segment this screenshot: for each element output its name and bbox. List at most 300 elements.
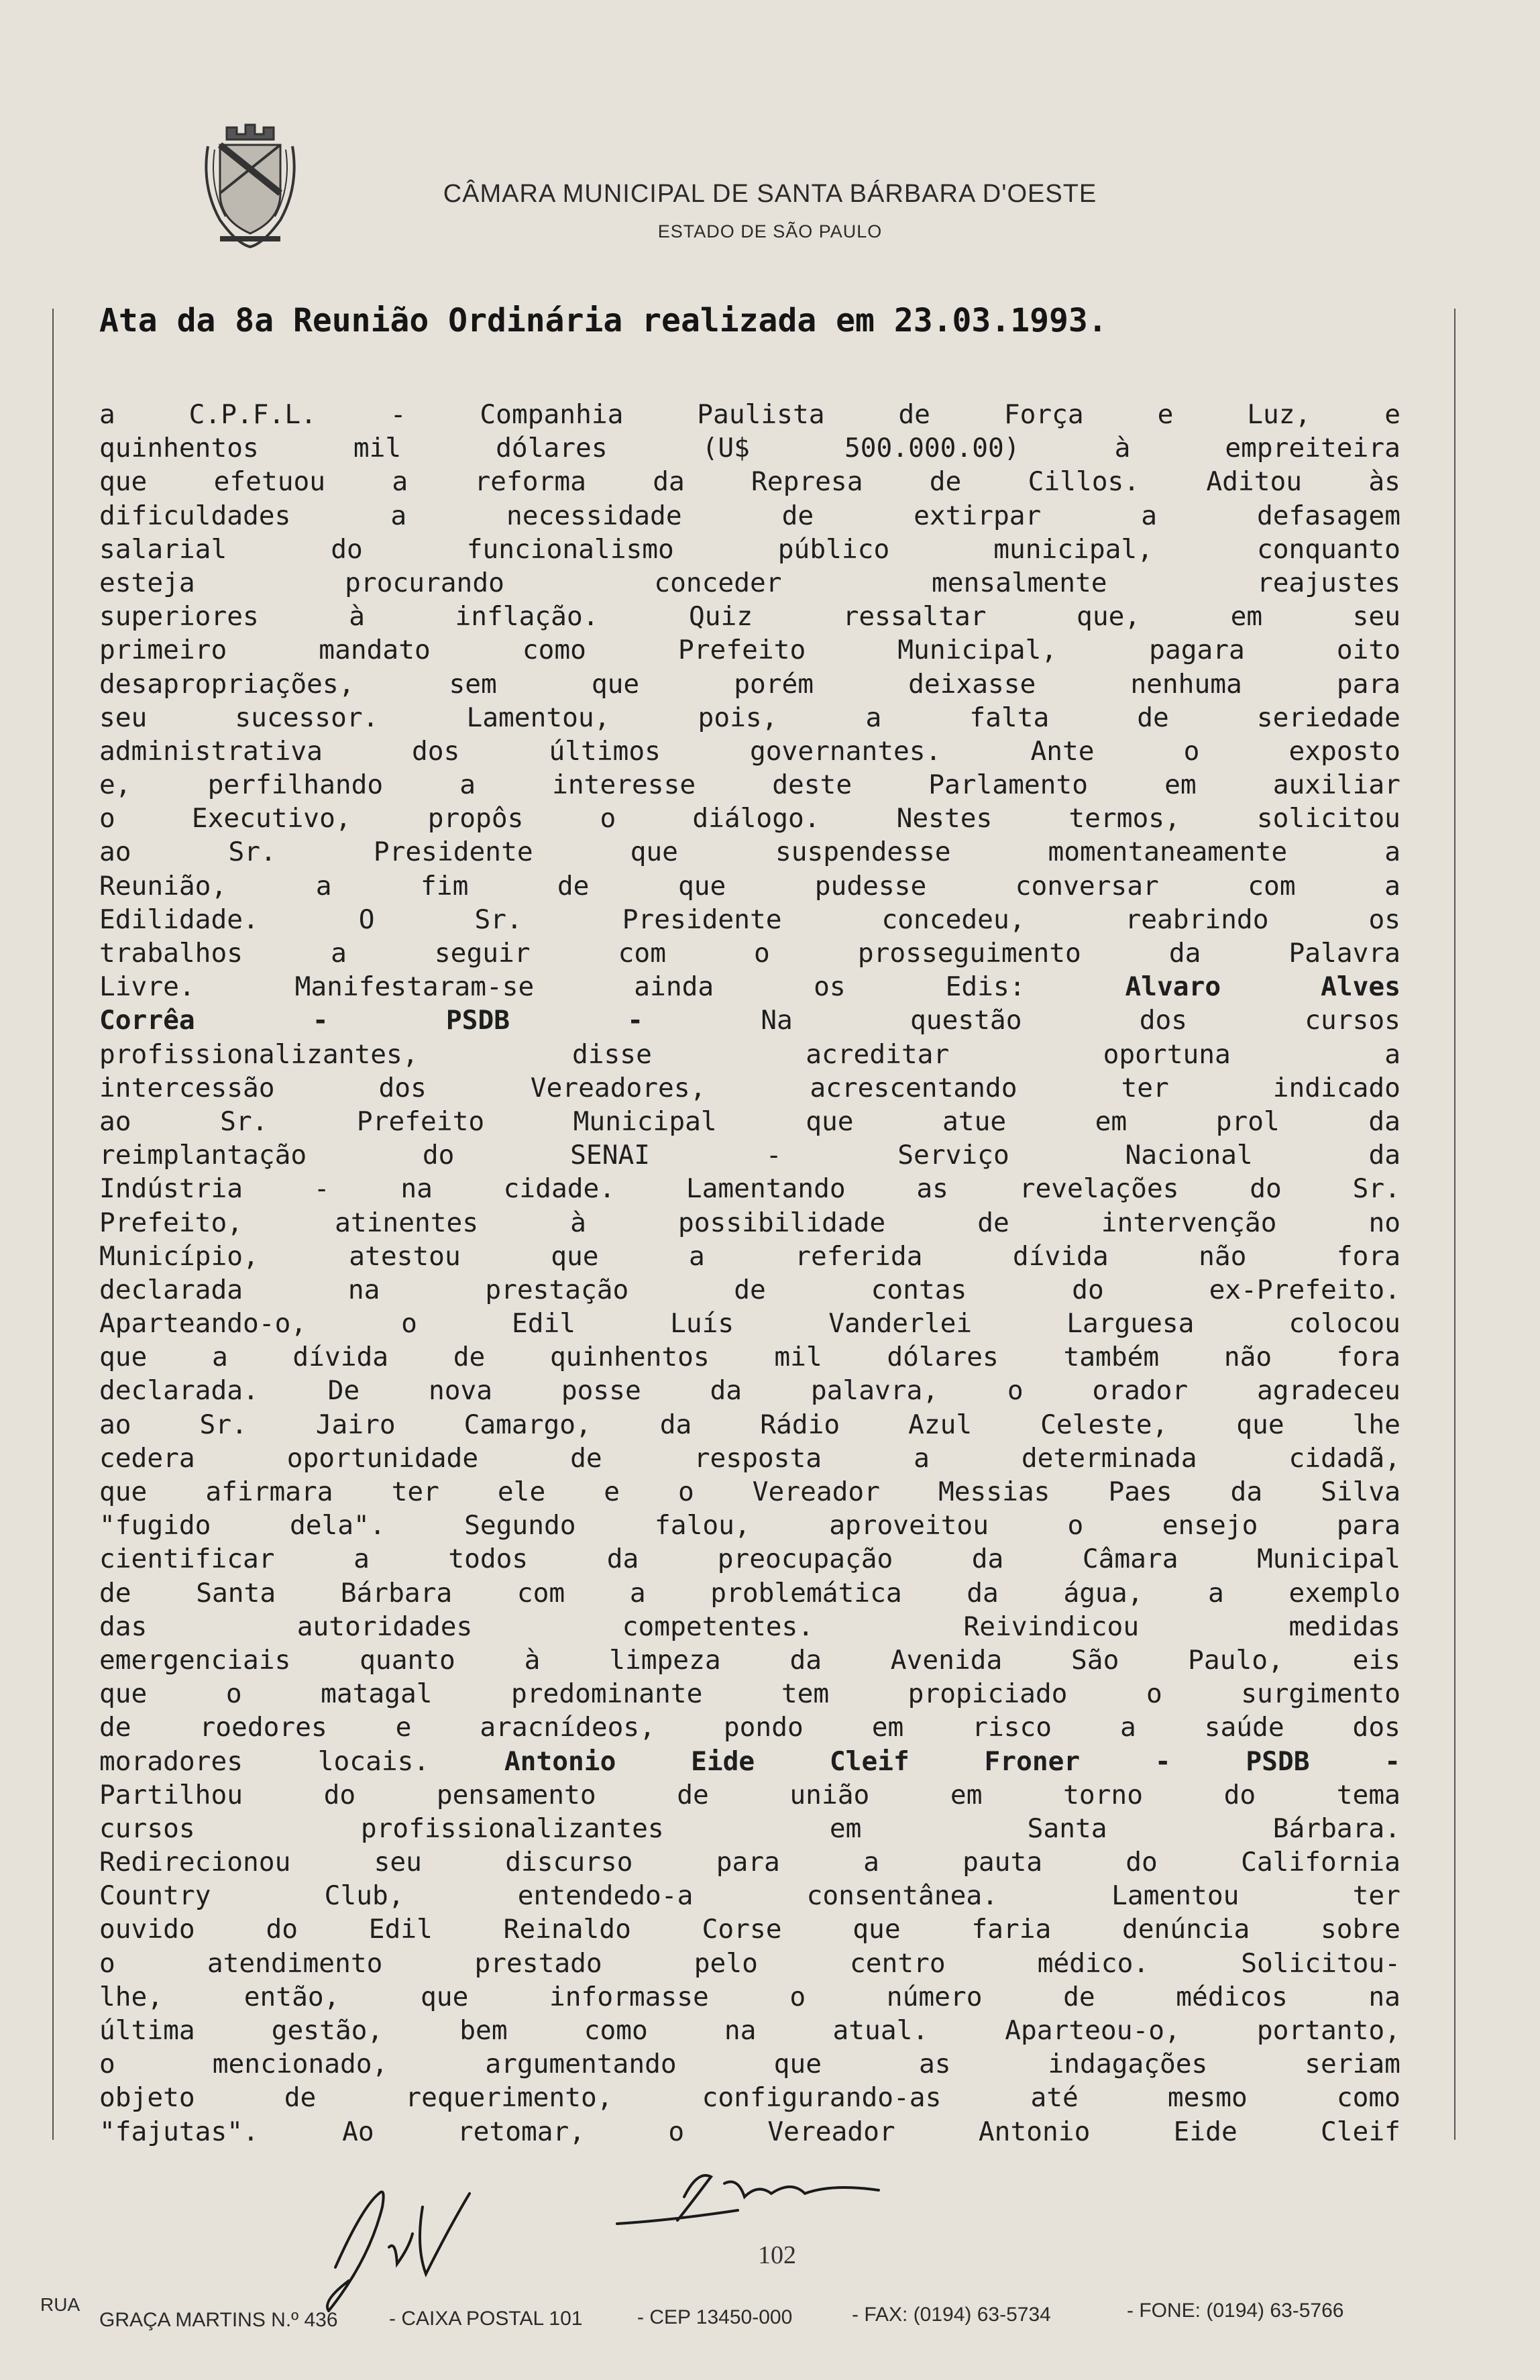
word: de	[929, 466, 962, 498]
word: São	[1071, 1644, 1119, 1676]
word: da	[789, 1644, 822, 1676]
word: desapropriações,	[99, 668, 355, 700]
word: dela".	[289, 1510, 386, 1541]
word: Indústria	[99, 1173, 243, 1205]
word: declarada.	[99, 1375, 259, 1407]
word: Silva	[1321, 1476, 1400, 1507]
word: Vereador	[752, 1476, 880, 1507]
word: configurando-as	[702, 2082, 942, 2114]
word: declarada	[99, 1274, 243, 1305]
word: reajustes	[1256, 567, 1400, 598]
word: e,	[99, 769, 131, 801]
word: entendedo-a	[517, 1880, 694, 1912]
word: às	[1368, 466, 1400, 498]
word: a	[392, 466, 408, 498]
word: deste	[772, 769, 852, 801]
word: Cleif	[1321, 2116, 1400, 2147]
word: não	[1223, 1342, 1272, 1373]
word: Presidente	[622, 904, 782, 935]
word: cientificar	[99, 1544, 275, 1575]
text-line	[99, 768, 1400, 802]
word: medidas	[1288, 1611, 1400, 1642]
text-line	[99, 835, 1400, 869]
right-margin-line	[1454, 309, 1455, 2140]
text-line	[99, 1778, 1400, 1812]
word: (U$	[702, 433, 750, 464]
word: exemplo	[1288, 1577, 1400, 1609]
word: mil	[774, 1342, 822, 1373]
word: atual.	[832, 2015, 929, 2046]
word: pudesse	[814, 870, 927, 902]
word: agradeceu	[1256, 1375, 1400, 1407]
word: Antonio	[978, 2116, 1091, 2147]
text-line	[99, 1643, 1400, 1677]
word: a	[331, 938, 347, 969]
text-line	[99, 1138, 1400, 1172]
word: Rádio	[760, 1409, 840, 1440]
word: requerimento,	[405, 2082, 613, 2114]
word: -	[627, 1005, 644, 1036]
word: que	[852, 1914, 901, 1945]
word: Reunião,	[99, 870, 227, 902]
word: referida	[795, 1240, 923, 1272]
word: Edil	[368, 1914, 433, 1945]
word: Ante	[1030, 735, 1095, 767]
word: preocupação	[717, 1544, 893, 1575]
word: Força	[1003, 399, 1084, 430]
word: o	[754, 938, 770, 969]
word: em	[829, 1813, 862, 1844]
text-line	[99, 633, 1400, 667]
text-line	[99, 1004, 1400, 1037]
word: o	[677, 1476, 694, 1507]
word: quinhentos	[549, 1342, 710, 1373]
word: ouvido	[99, 1914, 195, 1945]
word: público	[777, 533, 890, 565]
word: da	[971, 1544, 1004, 1575]
word: locais.	[317, 1745, 430, 1777]
organization-state: ESTADO DE SÃO PAULO	[657, 221, 883, 241]
word: o	[600, 803, 616, 834]
word: Froner	[984, 1745, 1081, 1777]
word: a	[1384, 1038, 1400, 1070]
word: Nacional	[1125, 1140, 1253, 1171]
word: oito	[1336, 635, 1400, 666]
text-line	[99, 533, 1400, 566]
word: Nestes	[896, 803, 993, 834]
text-line	[99, 1576, 1400, 1610]
word: últimos	[549, 735, 661, 767]
footer-part: - CAIXA POSTAL 101	[389, 2308, 583, 2330]
word: sobre	[1321, 1914, 1400, 1945]
word: indagações	[1048, 2049, 1208, 2080]
minutes-body	[99, 398, 1400, 2149]
word: do	[331, 533, 363, 565]
word: -	[313, 1173, 330, 1205]
word: quanto	[360, 1644, 455, 1676]
word: Avenida	[890, 1644, 1003, 1676]
text-line	[99, 1980, 1400, 2014]
word: e	[1384, 399, 1400, 430]
word: intercessão	[99, 1072, 275, 1103]
word: ex-Prefeito.	[1209, 1274, 1400, 1305]
word: Luz,	[1247, 399, 1311, 430]
word: o	[225, 1678, 242, 1710]
word: reforma	[474, 466, 586, 498]
word: PSDB	[1246, 1745, 1310, 1777]
word: faria	[971, 1914, 1052, 1945]
word: médico.	[1037, 1947, 1150, 1979]
word: Lamentou	[1111, 1880, 1240, 1912]
word: da	[1168, 938, 1201, 969]
word: o	[99, 803, 115, 834]
page-number: 102	[758, 2241, 796, 2269]
word: Aparteou-o,	[1005, 2015, 1180, 2046]
text-line	[99, 1542, 1400, 1576]
word: Club,	[324, 1880, 404, 1912]
text-line	[99, 903, 1400, 936]
text-line	[99, 1442, 1400, 1475]
word: prestação	[485, 1274, 629, 1305]
word: Municipal	[573, 1105, 717, 1137]
word: dívida	[292, 1342, 389, 1373]
text-line	[99, 701, 1400, 735]
word: na	[1368, 1981, 1400, 2012]
organization-name: CÂMARA MUNICIPAL DE SANTA BÁRBARA D'OESTE	[443, 180, 1097, 208]
word: dos	[1352, 1712, 1400, 1743]
word: Vanderlei	[828, 1308, 973, 1340]
word: termos,	[1068, 803, 1180, 834]
word: Solicitou-	[1241, 1947, 1400, 1979]
word: ressaltar	[842, 601, 987, 633]
word: prosseguimento	[857, 938, 1081, 969]
word: consentânea.	[806, 1880, 998, 1912]
word: Eide	[1173, 2116, 1238, 2147]
word: a	[1120, 1712, 1136, 1743]
word: possibilidade	[677, 1207, 886, 1238]
word: Larguesa	[1066, 1308, 1195, 1340]
word: Corse	[702, 1914, 782, 1945]
word: funcionalismo	[466, 533, 674, 565]
word: C.P.F.L.	[188, 399, 317, 430]
word: de	[781, 500, 814, 531]
word: em	[1164, 769, 1197, 801]
word: Paes	[1108, 1476, 1172, 1507]
word: ensejo	[1162, 1510, 1258, 1541]
word: todos	[448, 1544, 529, 1575]
word: Alvaro	[1125, 971, 1221, 1003]
word: do	[266, 1914, 298, 1945]
word: dos	[1139, 1005, 1188, 1036]
word: Prefeito	[677, 635, 806, 666]
word: porém	[734, 668, 814, 700]
word: Eide	[691, 1745, 755, 1777]
footer-part: - FAX: (0194) 63-5734	[852, 2304, 1051, 2326]
word: Presidente	[373, 836, 533, 868]
text-line	[99, 1273, 1400, 1307]
word: SENAI	[570, 1140, 651, 1171]
word: discurso	[505, 1847, 633, 1878]
text-line	[99, 566, 1400, 600]
word: Reivindicou	[963, 1611, 1140, 1642]
word: auxiliar	[1272, 769, 1400, 801]
word: Bárbara.	[1272, 1813, 1400, 1844]
word: determinada	[1021, 1442, 1197, 1474]
word: mandato	[319, 635, 431, 666]
word: administrativa	[99, 735, 323, 767]
word: Prefeito,	[99, 1207, 243, 1238]
word: à	[1114, 433, 1131, 464]
word: mensalmente	[931, 567, 1107, 598]
word: deixasse	[908, 668, 1036, 700]
word: Sr.	[199, 1409, 248, 1440]
word: como	[1336, 2082, 1400, 2114]
word: médicos	[1176, 1981, 1288, 2012]
footer-part: - CEP 13450-000	[637, 2306, 793, 2328]
word: Sr.	[1352, 1173, 1400, 1205]
word: do	[1072, 1274, 1104, 1305]
word: as	[918, 2049, 951, 2080]
word: Sr.	[228, 836, 276, 868]
word: Na	[761, 1005, 793, 1036]
word: mesmo	[1167, 2082, 1248, 2114]
word: competentes.	[622, 1611, 814, 1642]
word: de	[99, 1712, 131, 1743]
word: aproveitou	[829, 1510, 989, 1541]
word: do	[1250, 1173, 1282, 1205]
word: Câmara	[1082, 1544, 1178, 1575]
word: objeto	[99, 2082, 195, 2114]
footer-part: GRAÇA MARTINS N.º 436	[99, 2309, 338, 2331]
word: e	[395, 1712, 412, 1743]
word: Camargo,	[463, 1409, 592, 1440]
text-line	[99, 2014, 1400, 2047]
word: de	[1063, 1981, 1095, 2012]
word: seguir	[434, 938, 531, 969]
text-line	[99, 2115, 1400, 2149]
word: roedores	[199, 1712, 327, 1743]
word: -	[312, 1005, 329, 1036]
text-line	[99, 431, 1400, 465]
text-line	[99, 735, 1400, 768]
word: falta	[969, 702, 1050, 733]
text-line	[99, 1610, 1400, 1643]
word: Executivo,	[191, 803, 351, 834]
word: a	[863, 1847, 879, 1878]
word: ele	[497, 1476, 546, 1507]
word: pauta	[963, 1847, 1043, 1878]
word: suspendesse	[775, 836, 951, 868]
word: da	[1368, 1105, 1400, 1137]
word: na	[400, 1173, 433, 1205]
document-title: Ata da 8a Reunião Ordinária realizada em 23.03.1993.	[99, 302, 1107, 339]
text-line	[99, 1711, 1400, 1744]
word: da	[606, 1544, 639, 1575]
text-line	[99, 1947, 1400, 1980]
footer-part: - FONE: (0194) 63-5766	[1127, 2300, 1344, 2322]
text-line	[99, 936, 1400, 970]
word: fora	[1336, 1342, 1400, 1373]
word: bem	[459, 2015, 508, 2046]
word: nova	[428, 1375, 493, 1407]
word: informasse	[549, 1981, 709, 2012]
word: inflação.	[455, 601, 599, 633]
text-line	[99, 2047, 1400, 2081]
word: à	[524, 1644, 541, 1676]
word: a	[1141, 500, 1158, 531]
word: Paulista	[697, 399, 825, 430]
word: de	[453, 1342, 486, 1373]
word: profissionalizantes	[360, 1813, 664, 1844]
text-line	[99, 1912, 1400, 1946]
word: a	[1208, 1577, 1224, 1609]
word: interesse	[552, 769, 696, 801]
word: oportunidade	[286, 1442, 479, 1474]
word: governantes.	[749, 735, 942, 767]
word: ainda	[634, 971, 714, 1003]
word: -	[1154, 1745, 1171, 1777]
word: seriam	[1305, 2049, 1400, 2080]
word: Edis:	[945, 971, 1026, 1003]
word: Livre.	[99, 971, 195, 1003]
word: defasagem	[1256, 500, 1400, 531]
word: profissionalizantes,	[99, 1038, 419, 1070]
word: predominante	[511, 1678, 703, 1710]
word: Sr.	[220, 1105, 268, 1137]
word: extirpar	[914, 500, 1042, 531]
word: não	[1199, 1240, 1247, 1272]
word: cidade.	[503, 1173, 616, 1205]
text-line	[99, 1038, 1400, 1071]
word: portanto,	[1256, 2015, 1400, 2046]
word: Municipal	[1256, 1544, 1400, 1575]
word: sem	[449, 668, 497, 700]
word: número	[886, 1981, 983, 2012]
word: da	[659, 1409, 692, 1440]
word: da	[1368, 1140, 1400, 1171]
word: Luís	[670, 1308, 734, 1340]
word: como	[522, 635, 586, 666]
word: Sr.	[474, 904, 522, 935]
word: Palavra	[1288, 938, 1400, 969]
word: retomar,	[457, 2116, 586, 2147]
word: Partilhou	[99, 1779, 243, 1810]
word: -	[765, 1140, 782, 1171]
word: ter	[391, 1476, 439, 1507]
text-line	[99, 1307, 1400, 1340]
word: Municipal,	[897, 635, 1058, 666]
text-line	[99, 1879, 1400, 1912]
word: Parlamento	[928, 769, 1088, 801]
word: para	[1336, 668, 1400, 700]
word: "fugido	[99, 1510, 211, 1541]
word: da	[653, 466, 685, 498]
word: Vereador	[767, 2116, 895, 2147]
word: Cillos.	[1028, 466, 1140, 498]
word: argumentando	[485, 2049, 677, 2080]
text-line	[99, 1240, 1400, 1273]
word: também	[1063, 1342, 1160, 1373]
text-line	[99, 1105, 1400, 1138]
word: o	[99, 1947, 115, 1979]
word: gestão,	[271, 2015, 384, 2046]
word: a	[914, 1442, 930, 1474]
word: que	[99, 466, 148, 498]
word: problemática	[710, 1577, 902, 1609]
word: de	[977, 1207, 1009, 1238]
word: de	[570, 1442, 602, 1474]
text-line	[99, 1172, 1400, 1205]
text-line	[99, 1340, 1400, 1374]
word: Lamentou,	[466, 702, 610, 733]
word: palavra,	[810, 1375, 939, 1407]
word: em	[950, 1779, 983, 1810]
word: a	[353, 1544, 370, 1575]
word: torno	[1063, 1779, 1143, 1810]
word: a	[315, 870, 332, 902]
word: de	[898, 399, 930, 430]
word: Bárbara	[340, 1577, 453, 1609]
word: de	[734, 1274, 766, 1305]
word: água,	[1063, 1577, 1144, 1609]
word: conversar	[1015, 870, 1159, 902]
word: Antonio	[504, 1745, 616, 1777]
word: de	[284, 2082, 317, 2114]
word: à	[349, 601, 366, 633]
word: Prefeito	[356, 1105, 485, 1137]
word: a	[390, 500, 407, 531]
word: cidadã,	[1288, 1442, 1400, 1474]
word: a	[688, 1240, 705, 1272]
word: centro	[849, 1947, 946, 1979]
word: esteja	[99, 567, 195, 598]
word: dos	[412, 735, 460, 767]
word: ter	[1121, 1072, 1169, 1103]
word: ao	[99, 836, 131, 868]
word: tem	[781, 1678, 830, 1710]
word: conquanto	[1256, 533, 1400, 565]
word: 500.000.00)	[844, 433, 1020, 464]
word: a	[1384, 836, 1400, 868]
word: que	[99, 1476, 148, 1507]
word: para	[716, 1847, 780, 1878]
word: última	[99, 2015, 195, 2046]
word: efetuou	[213, 466, 326, 498]
word: da	[967, 1577, 999, 1609]
word: propiciado	[908, 1678, 1068, 1710]
word: ao	[99, 1105, 131, 1137]
word: quinhentos	[99, 433, 259, 464]
word: reimplantação	[99, 1140, 307, 1171]
text-line	[99, 970, 1400, 1004]
text-line	[99, 499, 1400, 533]
word: o	[99, 2049, 115, 2080]
word: trabalhos	[99, 938, 243, 969]
word: conceder	[654, 567, 782, 598]
word: Aparteando-o,	[99, 1308, 307, 1340]
text-line	[99, 1071, 1400, 1105]
word: pagara	[1149, 635, 1245, 666]
word: atinentes	[335, 1207, 479, 1238]
word: prestado	[474, 1947, 602, 1979]
word: que	[99, 1342, 148, 1373]
word: Reinaldo	[503, 1914, 631, 1945]
word: Edilidade.	[99, 904, 259, 935]
word: oportuna	[1103, 1038, 1231, 1070]
word: acreditar	[806, 1038, 950, 1070]
word: perfilhando	[207, 769, 384, 801]
text-line	[99, 398, 1400, 431]
